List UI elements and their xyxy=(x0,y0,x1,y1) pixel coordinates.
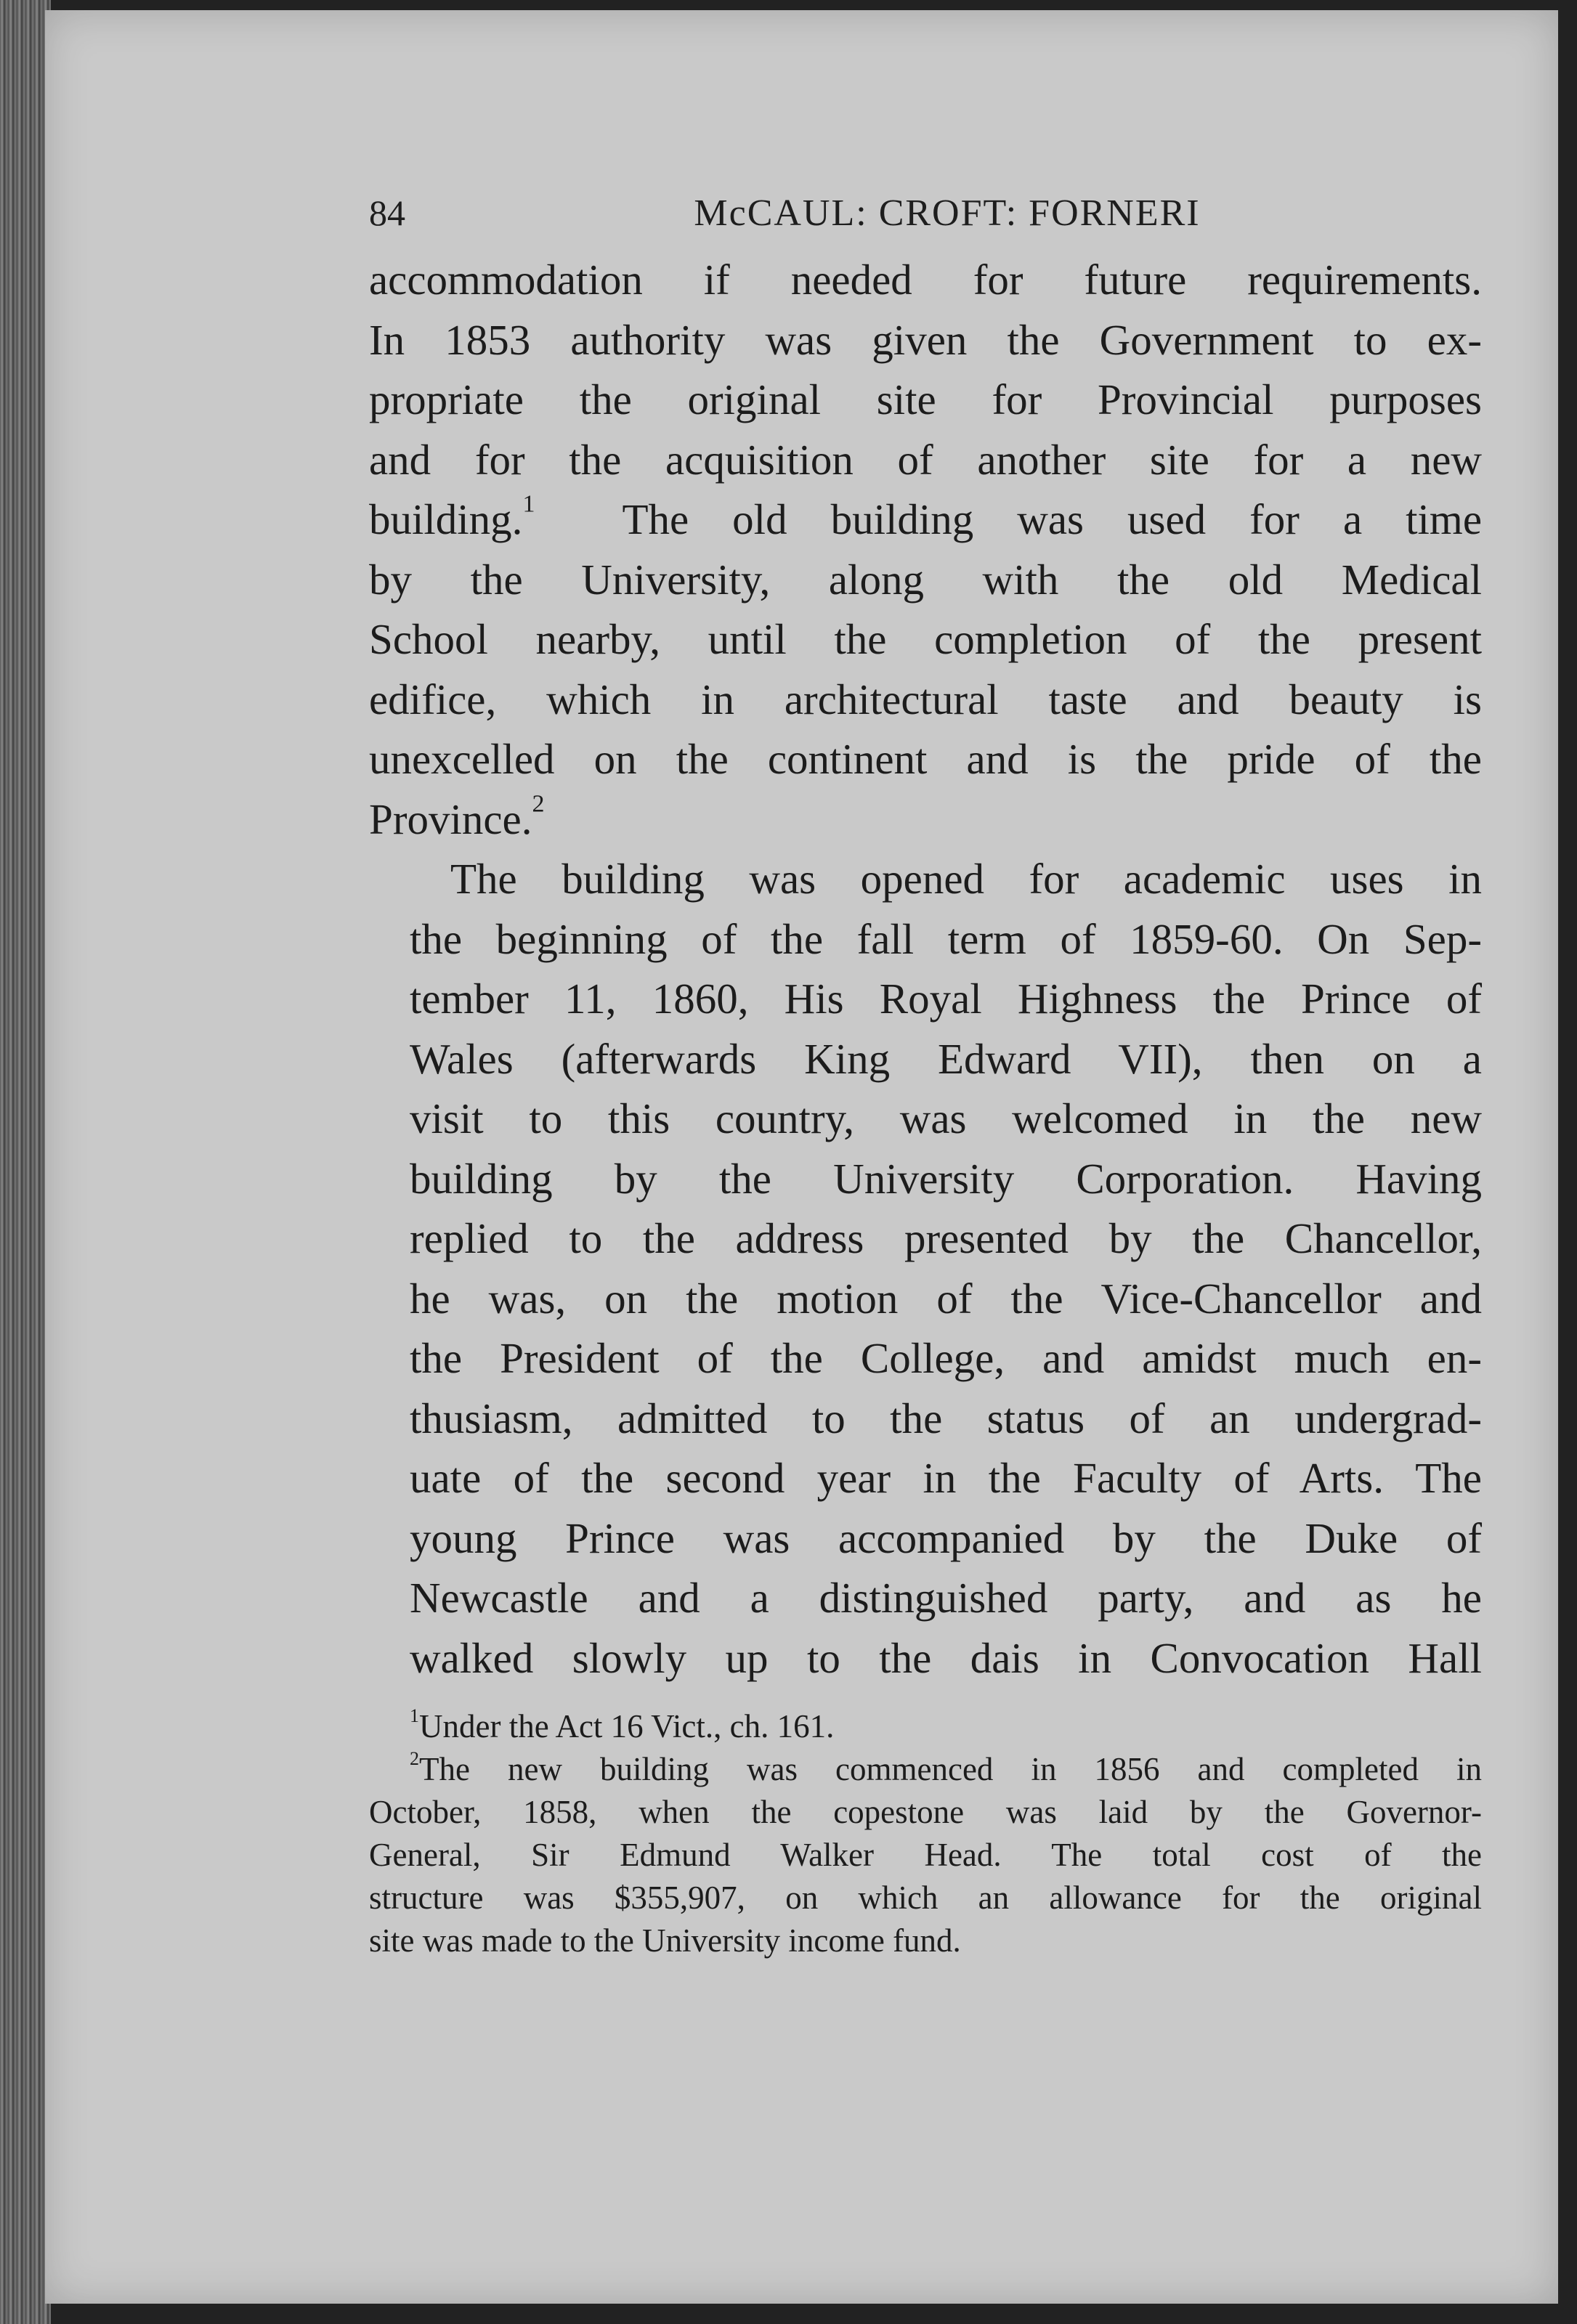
text-segment: building. xyxy=(369,495,523,543)
text-line: building by the University Corporation. Having xyxy=(410,1154,1482,1203)
footnote-2 xyxy=(369,1748,1482,1962)
text-line xyxy=(369,489,1482,550)
text-line: The building was opened for academic uses in xyxy=(450,855,1482,903)
text-line: thusiasm, admitted to the status of an undergrad- xyxy=(410,1394,1482,1442)
text-line: edifice, which in architectural taste and beauty is xyxy=(369,675,1482,723)
body-text xyxy=(369,250,1482,1688)
text-line: visit to this country, was welcomed in the new xyxy=(410,1094,1482,1142)
text-line: uate of the second year in the Faculty of Arts. The xyxy=(410,1454,1482,1502)
text-line: he was, on the motion of the Vice-Chancellor and xyxy=(410,1274,1482,1323)
text-line: by the University, along with the old Medical xyxy=(369,555,1482,604)
text-line: School nearby, until the completion of the present xyxy=(369,615,1482,663)
footnote-mark: 2 xyxy=(410,1748,419,1770)
paragraph-1 xyxy=(369,250,1482,849)
text-line: unexcelled on the continent and is the pride of the xyxy=(369,735,1482,783)
text-line: the President of the College, and amidst much en- xyxy=(410,1334,1482,1382)
text-line: Newcastle and a distinguished party, and as he xyxy=(410,1574,1482,1622)
text-line: and for the acquisition of another site for a new xyxy=(369,435,1482,484)
footnotes xyxy=(369,1705,1482,1962)
footnote-line: structure was $355,907, on which an allowance for the original xyxy=(369,1880,1482,1916)
text-line: the beginning of the fall term of 1859-60. On Sep- xyxy=(410,914,1482,963)
text-line: Wales (afterwards King Edward VII), then on a xyxy=(410,1034,1482,1083)
text-line: replied to the address presented by the Chancellor, xyxy=(410,1214,1482,1262)
footnote-reference: 1 xyxy=(522,490,535,518)
page-number: 84 xyxy=(369,192,405,233)
page-content xyxy=(369,192,1482,1962)
text-line: propriate the original site for Provincial purposes xyxy=(369,375,1482,423)
text-line xyxy=(369,789,1482,850)
text-segment: Province. xyxy=(369,795,532,843)
text-line: In 1853 authority was given the Government to ex- xyxy=(369,315,1482,364)
footnote-text: The new building was commenced in 1856 and completed in xyxy=(419,1751,1482,1787)
footnote-line: General, Sir Edmund Walker Head. The total cost of the xyxy=(369,1837,1482,1873)
book-binding-edge xyxy=(0,0,51,2324)
running-title: McCAUL: CROFT: FORNERI xyxy=(694,192,1201,234)
footnote-reference: 2 xyxy=(532,789,545,817)
footnote-mark: 1 xyxy=(410,1705,419,1727)
text-line: tember 11, 1860, His Royal Highness the Prince of xyxy=(410,975,1482,1023)
footnote-1 xyxy=(369,1705,1482,1748)
paragraph-2 xyxy=(369,849,1482,1688)
running-head xyxy=(369,192,1482,250)
text-line: accommodation if needed for future requirements. xyxy=(369,256,1482,304)
footnote-line: site was made to the University income fund. xyxy=(369,1922,961,1959)
footnote-text: Under the Act 16 Vict., ch. 161. xyxy=(419,1708,835,1744)
text-line: walked slowly up to the dais in Convocation Hall xyxy=(410,1633,1482,1682)
text-segment: The old building was used for a time xyxy=(622,495,1483,543)
book-page xyxy=(45,10,1558,2304)
footnote-line: October, 1858, when the copestone was laid by the Governor- xyxy=(369,1794,1482,1830)
footnote-line xyxy=(369,1748,1482,1791)
text-line: young Prince was accompanied by the Duke of xyxy=(410,1514,1482,1562)
footnote-line xyxy=(369,1705,1482,1748)
